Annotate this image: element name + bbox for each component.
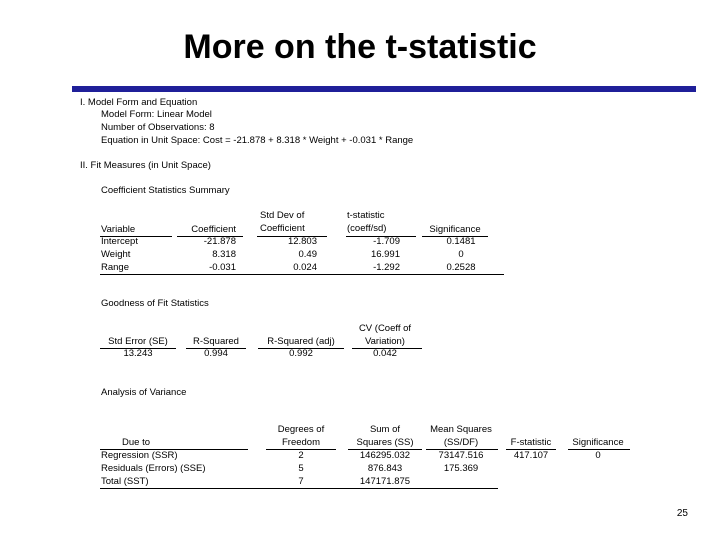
anova-header-significance: Significance <box>572 437 624 448</box>
coef-cell-variable: Intercept <box>101 236 138 247</box>
coef-header-significance: Significance <box>429 224 481 235</box>
coef-cell-coefficient: -21.878 <box>203 236 236 247</box>
coef-header-variable: Variable <box>101 224 136 235</box>
anova-cell-ss: 147171.875 <box>359 476 411 487</box>
gof-value-cv: 0.042 <box>373 348 397 359</box>
coef-header-tstat-1: t-statistic <box>347 210 385 221</box>
coef-table-title: Coefficient Statistics Summary <box>101 185 230 196</box>
title-underline <box>72 86 696 92</box>
gof-table-title: Goodness of Fit Statistics <box>101 298 209 309</box>
coef-cell-coefficient: 8.318 <box>212 249 236 260</box>
gof-value-r-squared: 0.994 <box>204 348 228 359</box>
anova-cell-ss: 146295.032 <box>359 450 411 461</box>
anova-cell-dof: 2 <box>298 450 304 461</box>
anova-header-ss-2: Squares (SS) <box>356 437 414 448</box>
anova-header-dof-1: Degrees of <box>277 424 325 435</box>
coef-header-stddev-1: Std Dev of <box>260 210 305 221</box>
gof-value-std-error: 13.243 <box>123 348 153 359</box>
coef-header-stddev-2: Coefficient <box>260 223 305 234</box>
page-number: 25 <box>676 508 688 519</box>
anova-header-ss-1: Sum of <box>369 424 401 435</box>
observations-line: Number of Observations: 8 <box>101 122 215 133</box>
anova-table-title: Analysis of Variance <box>101 387 187 398</box>
gof-header-std-error: Std Error (SE) <box>108 336 168 347</box>
coef-table-bottom-rule <box>100 274 504 275</box>
anova-cell-f: 417.107 <box>513 450 549 461</box>
coef-cell-tstat: 16.991 <box>370 249 400 260</box>
equation-line: Equation in Unit Space: Cost = -21.878 + 8.318 * Weight + -0.031 * Range <box>101 135 414 146</box>
anova-cell-label: Residuals (Errors) (SSE) <box>101 463 206 474</box>
coef-cell-stddev: 0.49 <box>298 249 317 260</box>
coef-cell-significance: 0.1481 <box>446 236 476 247</box>
anova-cell-dof: 7 <box>298 476 304 487</box>
anova-cell-significance: 0 <box>595 450 601 461</box>
coef-cell-stddev: 12.803 <box>287 236 317 247</box>
coef-cell-tstat: -1.292 <box>373 262 400 273</box>
anova-cell-ss: 876.843 <box>367 463 403 474</box>
anova-cell-ms: 175.369 <box>443 463 479 474</box>
slide-title: More on the t-statistic <box>183 28 537 66</box>
coef-cell-significance: 0.2528 <box>446 262 476 273</box>
section1-heading: I. Model Form and Equation <box>80 97 198 108</box>
anova-header-ms-2: (SS/DF) <box>443 437 479 448</box>
anova-cell-label: Regression (SSR) <box>101 450 178 461</box>
gof-header-cv-1: CV (Coeff of <box>358 323 412 334</box>
coef-cell-coefficient: -0.031 <box>209 262 236 273</box>
anova-cell-label: Total (SST) <box>101 476 149 487</box>
coef-cell-significance: 0 <box>458 249 464 260</box>
anova-cell-ms: 73147.516 <box>438 450 484 461</box>
gof-header-cv-2: Variation) <box>365 336 405 347</box>
model-form-line: Model Form: Linear Model <box>101 109 212 120</box>
coef-header-tstat-2: (coeff/sd) <box>347 223 387 234</box>
coef-cell-tstat: -1.709 <box>373 236 400 247</box>
section2-heading: II. Fit Measures (in Unit Space) <box>80 160 211 171</box>
anova-header-due-to: Due to <box>122 437 150 448</box>
gof-value-r-squared-adj: 0.992 <box>289 348 313 359</box>
anova-header-dof-2: Freedom <box>281 437 320 448</box>
coef-cell-stddev: 0.024 <box>293 262 317 273</box>
anova-header-ms-1: Mean Squares <box>430 424 492 435</box>
coef-cell-variable: Weight <box>101 249 131 260</box>
coef-cell-variable: Range <box>101 262 129 273</box>
gof-header-r-squared: R-Squared <box>193 336 239 347</box>
anova-cell-dof: 5 <box>298 463 304 474</box>
coef-header-coefficient: Coefficient <box>191 224 236 235</box>
gof-header-r-squared-adj: R-Squared (adj) <box>267 336 335 347</box>
anova-table-bottom-rule <box>100 488 498 489</box>
anova-header-f: F-statistic <box>510 437 552 448</box>
